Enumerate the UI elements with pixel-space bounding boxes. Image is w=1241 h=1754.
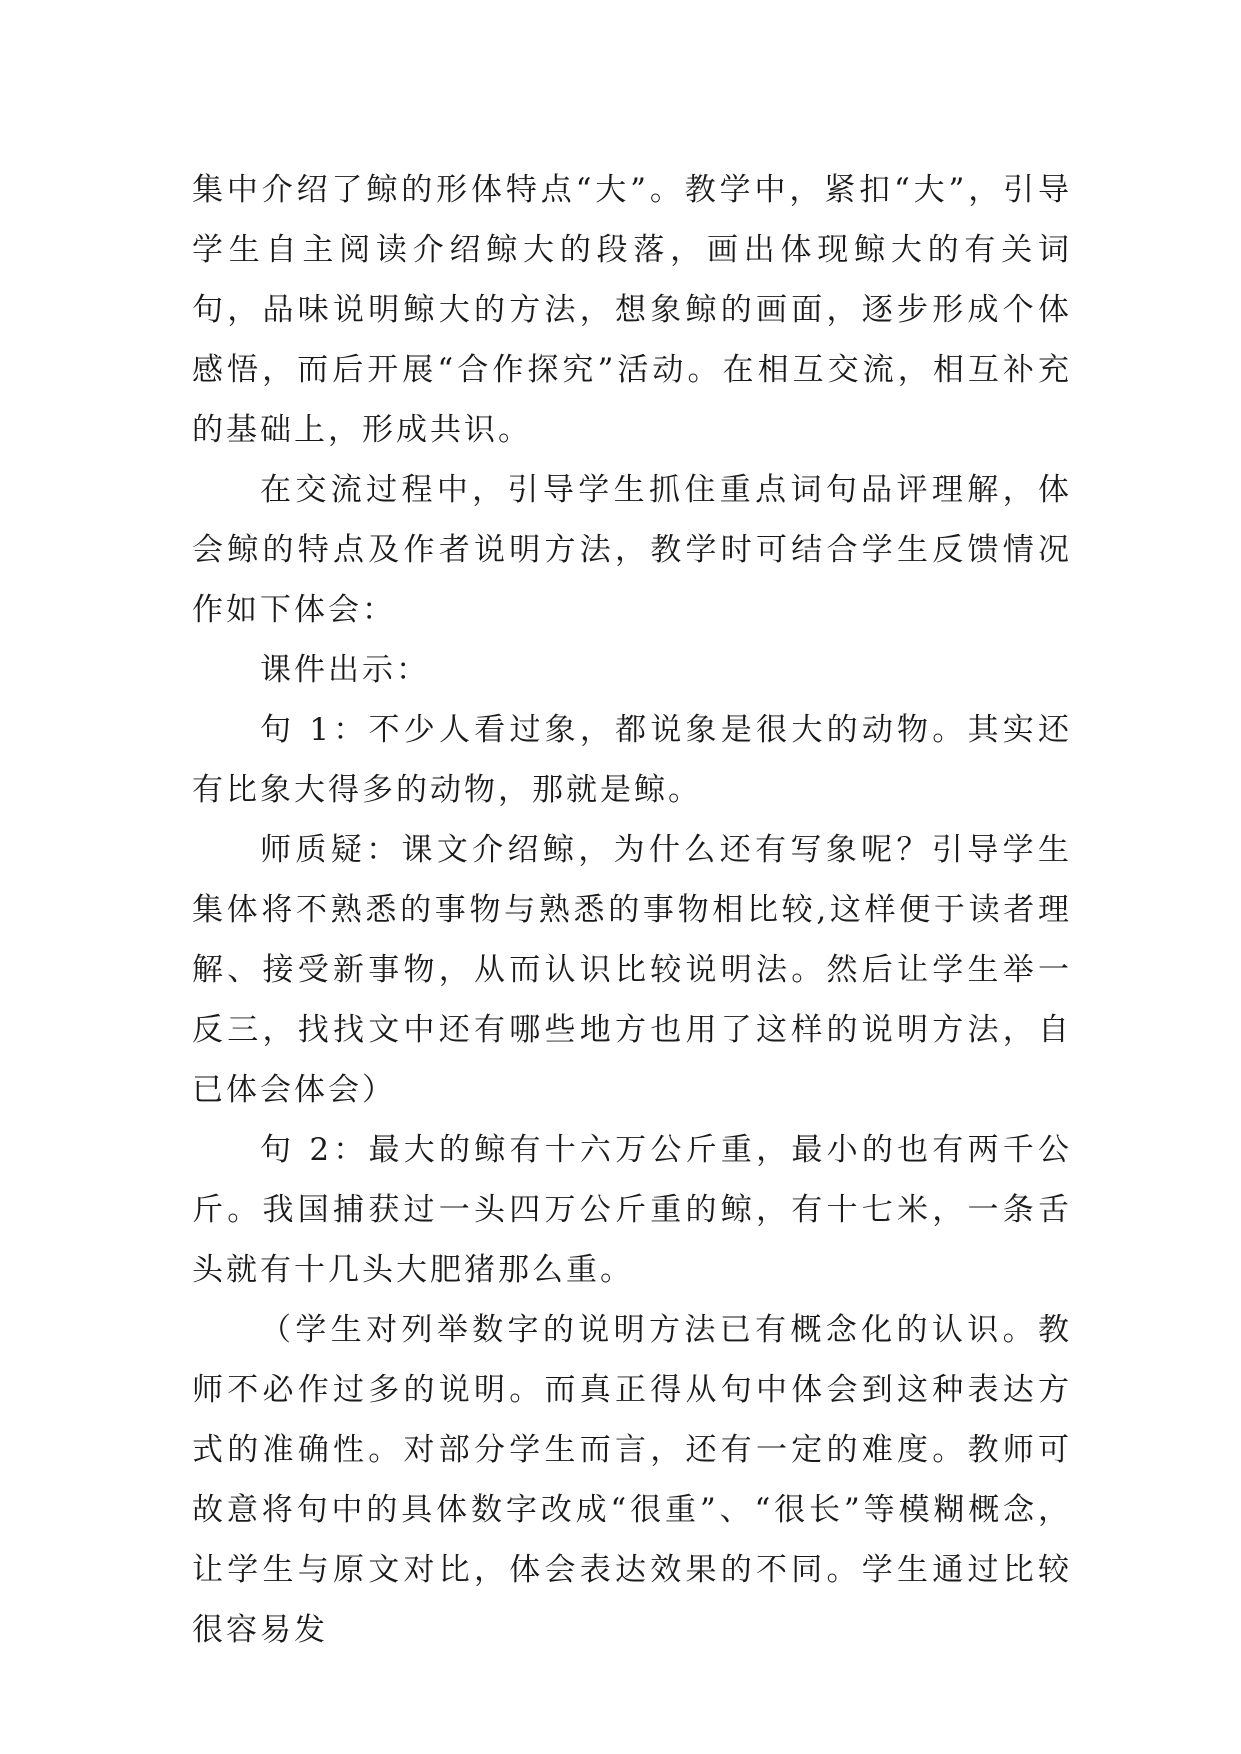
paragraph-6: 句 2：最大的鲸有十六万公斤重，最小的也有两千公斤。我国捕获过一头四万公斤重的鲸，有十七米，一条舌头就有十几头大肥猪那么重。 [192, 1132, 1072, 1288]
paragraph-7: （学生对列举数字的说明方法已有概念化的认识。教师不必作过多的说明。而真正得从句中体会到这种表达方式的准确性。对部分学生而言，还有一定的难度。教师可故意将句中的具体数字改成“很重”、“很长”等模糊概念，让学生与原文对比，体会表达效果的不同。学生通过比较很容易发 [192, 1312, 1072, 1648]
document-body [192, 160, 1072, 1660]
paragraph-5: 师质疑：课文介绍鲸，为什么还有写象呢？引导学生集体将不熟悉的事物与熟悉的事物相比较,这样便于读者理解、接受新事物，从而认识比较说明法。然后让学生举一反三，找找文中还有哪些地方也用了这样的说明方法，自已体会体会） [192, 832, 1072, 1108]
paragraph-2: 在交流过程中，引导学生抓住重点词句品评理解，体会鲸的特点及作者说明方法，教学时可结合学生反馈情况作如下体会： [192, 472, 1072, 628]
paragraph-4: 句 1：不少人看过象，都说象是很大的动物。其实还有比象大得多的动物，那就是鲸。 [192, 712, 1072, 808]
paragraph-3: 课件出示： [260, 652, 430, 688]
paragraph-1: 集中介绍了鲸的形体特点“大”。教学中，紧扣“大”，引导学生自主阅读介绍鲸大的段落，画出体现鲸大的有关词句，品味说明鲸大的方法，想象鲸的画面，逐步形成个体感悟，而后开展“合作探究”活动。在相互交流，相互补充的基础上，形成共识。 [192, 172, 1072, 448]
